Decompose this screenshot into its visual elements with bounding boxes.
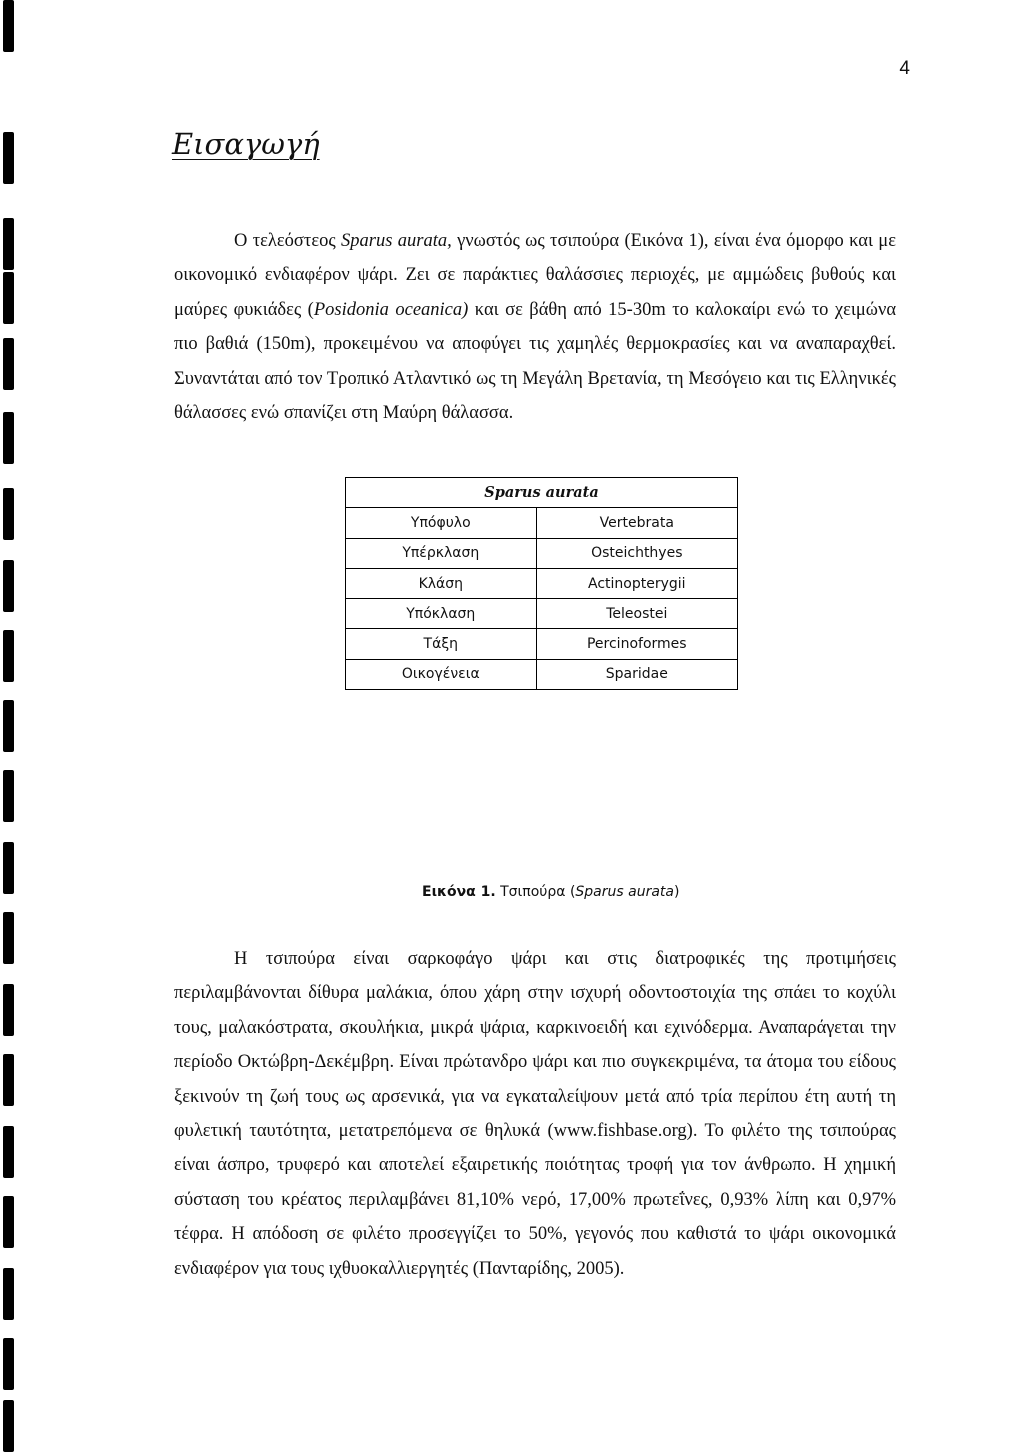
binding-hole <box>3 912 14 964</box>
binding-hole <box>3 412 14 464</box>
value-cell: Sparidae <box>536 659 737 689</box>
binding-hole <box>3 560 14 612</box>
binding-hole <box>3 0 14 52</box>
binding-hole <box>3 984 14 1036</box>
caption-close: ) <box>674 884 680 900</box>
value-cell: Percinoformes <box>536 629 737 659</box>
table-row <box>346 538 738 568</box>
rank-cell: Υπόκλαση <box>346 599 537 629</box>
species-name: Sparus aurata, <box>341 231 452 251</box>
paragraph-text: Ο τελεόστεος <box>234 231 342 251</box>
binding-hole <box>3 488 14 540</box>
table-header: Sparus aurata <box>346 478 738 508</box>
section-title: Εισαγωγή <box>172 127 320 161</box>
rank-cell: Υπέρκλαση <box>346 538 537 568</box>
binding-hole <box>3 1400 14 1452</box>
binding-hole <box>3 1338 14 1390</box>
caption-species: Sparus aurata <box>575 884 674 900</box>
value-cell: Osteichthyes <box>536 538 737 568</box>
binding-hole <box>3 630 14 682</box>
intro-paragraph <box>174 224 896 430</box>
species-name: Posidonia oceanica) <box>313 299 469 320</box>
binding-hole <box>3 132 14 184</box>
value-cell: Vertebrata <box>536 508 737 538</box>
table-row <box>346 599 738 629</box>
paragraph-text: Η τσιπούρα είναι σαρκοφάγο ψάρι και στις διατροφικές της προτιμήσεις περιλαμβάνονται δίθυρα μαλάκια, όπου χάρη στην ισχυρή οδοντοστοιχία της σπάει το κοχύλι τους, μαλακόστρατα, σκουλήκια, μικρά ψάρια, καρκινοειδή και εχινόδερμα. Αναπαράγεται την περίοδο Οκτώβρη-Δεκέμβρη. Είναι πρώτανδρο ψάρι και πιο συγκεκριμένα, τα άτομα του είδους ξεκινούν τη ζωή τους ως αρσενικά, για να εγκαταλείψουν μετά από τρία περίπου έτη αυτή τη φυλετική ταυτότητα, μετατρεπόμενα σε θηλυκά (www.fishbase.org). Το φιλέτο της τσιπούρας είναι άσπρο, τρυφερό και αποτελεί εξαιρετικής ποιότητας τροφή για τον άνθρωπο. Η χημική σύσταση του κρέατος περιλαμβάνει 81,10% νερό, 17,00% πρωτεΐνες, 0,93% λίπη και 0,97% τέφρα. Η απόδοση σε φιλέτο προσεγγίζει το 50%, γεγονός που καθιστά το ψάρι οικονομικά ενδιαφέρον για τους ιχθυοκαλλιεργητές (Πανταρίδης, 2005). <box>174 949 896 1279</box>
paragraph-text: και σε βάθη από 15-30m το καλοκαίρι ενώ το χειμώνα πιο βαθιά (150m), προκειμένου να αποφύγει τις χαμηλές θερμοκρασίες και να αναπαραχθεί. Συναντάται από τον Τροπικό Ατλαντικό ως τη Μεγάλη Βρετανία, τη Μεσόγειο και τις Ελληνικές θάλασσες ενώ σπανίζει στη Μαύρη θάλασσα. <box>174 299 897 424</box>
caption-label: Εικόνα 1. <box>422 884 496 900</box>
binding-hole <box>3 1126 14 1178</box>
binding-hole <box>3 842 14 894</box>
binding-hole <box>3 1196 14 1248</box>
value-cell: Teleostei <box>536 599 737 629</box>
caption-text: Τσιπούρα ( <box>495 884 576 900</box>
binding-strip <box>0 0 18 1453</box>
figure-caption <box>422 884 679 900</box>
binding-hole <box>3 700 14 752</box>
diet-paragraph <box>174 942 896 1286</box>
table-row <box>346 629 738 659</box>
binding-hole <box>3 218 14 270</box>
rank-cell: Οικογένεια <box>346 659 537 689</box>
rank-cell: Υπόφυλο <box>346 508 537 538</box>
binding-hole <box>3 770 14 822</box>
binding-hole <box>3 1268 14 1320</box>
binding-hole <box>3 338 14 390</box>
table-header-row <box>346 478 738 508</box>
rank-cell: Κλάση <box>346 568 537 598</box>
binding-hole <box>3 1054 14 1106</box>
paragraph-text: γνωστός ως τσιπούρα (Εικόνα 1), είναι ένα όμορφο και με οικονομικό ενδιαφέρον ψάρι. Ζει σε παράκτιες θαλάσσιες περιοχές, με αμμώδεις βυθούς και μαύρες φυκιάδες ( <box>174 231 896 320</box>
value-cell: Actinopterygii <box>536 568 737 598</box>
binding-hole <box>3 272 14 324</box>
rank-cell: Τάξη <box>346 629 537 659</box>
table-row <box>346 568 738 598</box>
page-number: 4 <box>899 58 910 79</box>
table-row <box>346 508 738 538</box>
table-row <box>346 659 738 689</box>
taxonomy-table <box>345 477 738 690</box>
